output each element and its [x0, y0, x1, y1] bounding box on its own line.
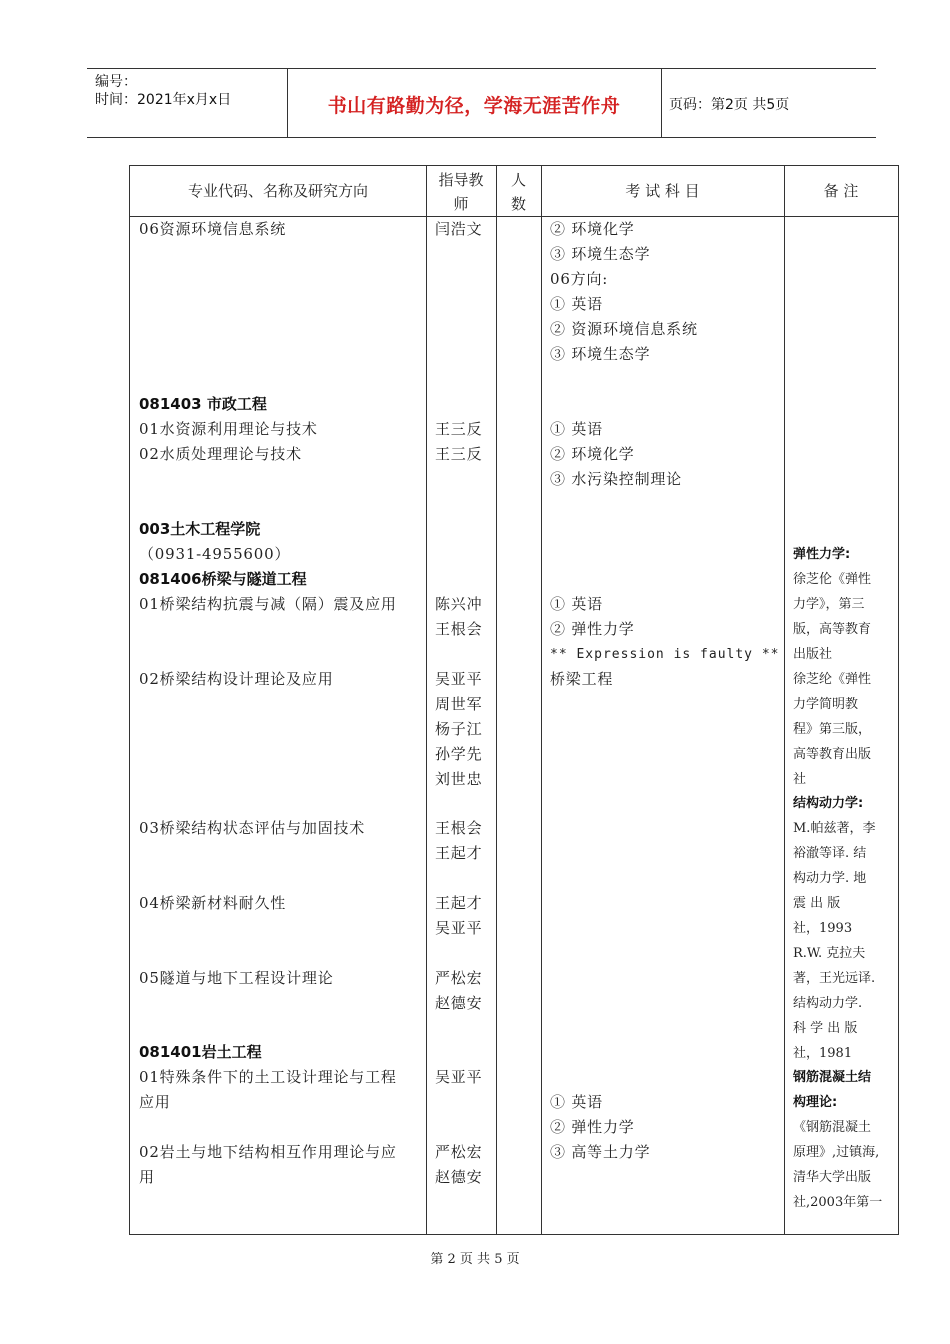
column-header-exam-subjects: 考 试 科 目: [625, 182, 700, 200]
column-divider: [496, 166, 497, 1234]
header-motto: 书山有路勤为径，学海无涯苦作舟: [327, 95, 621, 117]
note-line: M.帕兹著，李: [793, 821, 876, 836]
advisor-name: 杨子江: [435, 720, 483, 738]
advisor-name: 闫浩文: [435, 220, 483, 238]
exam-subject: ② 环境化学: [550, 445, 635, 463]
note-line: 震 出 版: [793, 896, 841, 911]
note-line: 高等教育出版: [793, 747, 872, 762]
advisor-name: 赵德安: [435, 994, 483, 1012]
note-line: 构动力学. 地: [793, 871, 867, 886]
advisor-name: 赵德安: [435, 1168, 483, 1186]
note-line: 社: [793, 772, 807, 787]
exam-subject: ① 英语: [550, 595, 603, 613]
document-number-label: 编号：: [95, 74, 137, 90]
exam-subject: ① 英语: [550, 295, 603, 313]
direction-081401-02-cont: 用: [139, 1168, 155, 1186]
advisor-name: 吴亚平: [435, 919, 483, 937]
advisor-name: 王根会: [435, 620, 483, 638]
column-divider: [541, 166, 542, 1234]
exam-subject: ② 弹性力学: [550, 1118, 635, 1136]
column-divider: [426, 166, 427, 1234]
column-header-remarks: 备 注: [823, 182, 859, 200]
exam-subject: ③ 环境生态学: [550, 245, 651, 263]
note-line: 著，王光远译.: [793, 971, 876, 986]
exam-subject: ① 英语: [550, 1093, 603, 1111]
note-line: 社，1993: [793, 921, 853, 936]
direction-081401-01-cont: 应用: [139, 1093, 171, 1111]
major-081401-title: 081401岩土工程: [139, 1043, 262, 1061]
exam-direction-label: 06方向:: [550, 270, 609, 288]
column-divider: [784, 166, 785, 1234]
direction-081406-03: 03桥梁结构状态评估与加固技术: [139, 819, 366, 837]
direction-081401-01: 01特殊条件下的土工设计理论与工程: [139, 1068, 397, 1086]
advisor-name: 严松宏: [435, 969, 483, 987]
advisor-name: 王起才: [435, 894, 483, 912]
advisor-name: 陈兴冲: [435, 595, 483, 613]
advisor-name: 吴亚平: [435, 670, 483, 688]
advisor-name: 王三反: [435, 445, 483, 463]
exam-subject: ① 英语: [550, 420, 603, 438]
note-line: 原理》,过镇海,: [793, 1145, 880, 1160]
direction-081406-01: 01桥梁结构抗震与减（隔）震及应用: [139, 595, 397, 613]
header-meta: [95, 73, 231, 109]
header-page-number: 页码：第2页 共5页: [669, 97, 790, 113]
note-line: 程》第三版，: [793, 722, 872, 737]
note-line: 社,2003年第一: [793, 1195, 883, 1210]
direction-06-name: 06资源环境信息系统: [139, 220, 287, 238]
note-line: 徐芝伦《弹性: [793, 572, 872, 587]
note-line: 力学简明教: [793, 697, 859, 712]
major-081406-title: 081406桥梁与隧道工程: [139, 570, 307, 588]
note-line: 《钢筋混凝土: [793, 1120, 872, 1135]
note-line: 科 学 出 版: [793, 1021, 858, 1036]
note-line: 裕澈等译. 结: [793, 846, 867, 861]
advisor-name: 王三反: [435, 420, 483, 438]
note-line: R.W. 克拉夫: [793, 946, 866, 961]
direction-081406-02: 02桥梁结构设计理论及应用: [139, 670, 334, 688]
note-line: 清华大学出版: [793, 1170, 872, 1185]
note-line: 徐芝纶《弹性: [793, 672, 872, 687]
note-elastic-title: 弹性力学:: [793, 547, 851, 562]
column-header-quota: 人 数: [510, 171, 526, 213]
advisor-name: 王根会: [435, 819, 483, 837]
header-divider: [661, 69, 662, 137]
page-footer: 第 2 页 共 5 页: [430, 1252, 520, 1267]
note-line: 结构动力学.: [793, 996, 863, 1011]
note-line: 版，高等教育: [793, 622, 872, 637]
direction-081401-02: 02岩土与地下结构相互作用理论与应: [139, 1143, 397, 1161]
direction-081406-05: 05隧道与地下工程设计理论: [139, 969, 334, 987]
exam-subject: ③ 水污染控制理论: [550, 470, 682, 488]
advisor-name: 周世军: [435, 695, 483, 713]
college-003-phone: （0931-4955600）: [139, 545, 291, 563]
document-time-label: 时间：2021年x月x日: [95, 92, 232, 108]
column-header-major: 专业代码、名称及研究方向: [187, 182, 368, 200]
exam-subject: ② 资源环境信息系统: [550, 320, 698, 338]
note-concrete-title-cont: 构理论:: [793, 1095, 838, 1110]
college-003-title: 003土木工程学院: [139, 520, 261, 538]
note-concrete-title: 钢筋混凝土结: [793, 1070, 872, 1085]
note-line: 力学》，第三: [793, 597, 865, 612]
note-dynamics-title: 结构动力学:: [793, 796, 864, 811]
advisor-name: 吴亚平: [435, 1068, 483, 1086]
major-081403-title: 081403 市政工程: [139, 395, 267, 413]
page-header: [87, 68, 876, 138]
direction-081403-02: 02水质处理理论与技术: [139, 445, 302, 463]
exam-subject: ③ 高等土力学: [550, 1143, 651, 1161]
advisor-name: 严松宏: [435, 1143, 483, 1161]
exam-subject: ③ 环境生态学: [550, 345, 651, 363]
advisor-name: 刘世忠: [435, 770, 483, 788]
direction-081406-04: 04桥梁新材料耐久性: [139, 894, 287, 912]
direction-081403-01: 01水资源利用理论与技术: [139, 420, 318, 438]
advisor-name: 王起才: [435, 844, 483, 862]
exam-subject: 桥梁工程: [550, 670, 614, 688]
exam-subject: ② 环境化学: [550, 220, 635, 238]
advisor-name: 孙学先: [435, 745, 483, 763]
column-header-advisor: 指导教 师: [438, 171, 484, 213]
exam-subject-error-text: ** Expression is faulty **: [550, 647, 780, 662]
exam-subject: ② 弹性力学: [550, 620, 635, 638]
note-line: 社，1981: [793, 1046, 853, 1061]
note-line: 出版社: [793, 647, 833, 662]
